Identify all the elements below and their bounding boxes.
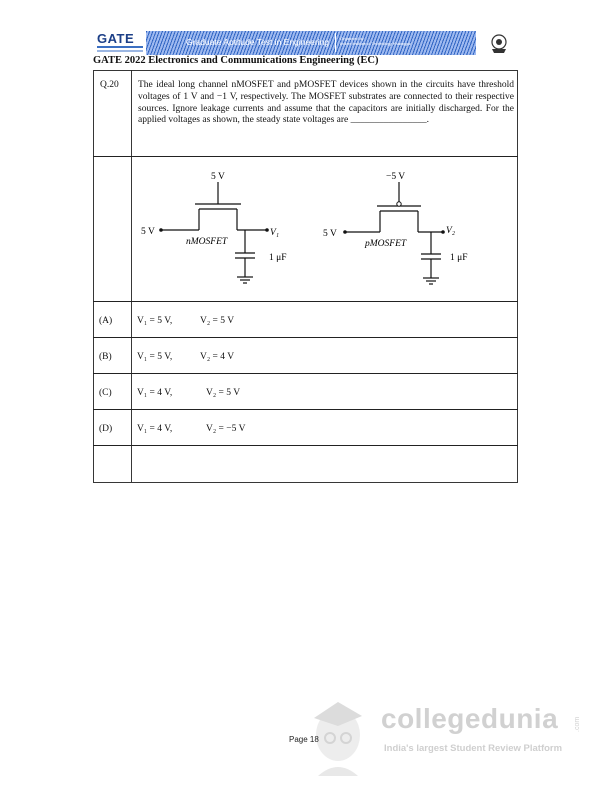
pmos-source-voltage: 5 V (323, 229, 337, 239)
banner-title: Graduate Aptitude Test in Engineering (186, 37, 330, 47)
watermark-tagline: India's largest Student Review Platform (384, 743, 563, 754)
banner-org-line1: Organised by (340, 36, 364, 41)
question-number: Q.20 (100, 80, 119, 90)
watermark-name: collegedunia (381, 703, 559, 734)
cap1-label: 1 μF (269, 253, 287, 263)
pmos-input-node (343, 230, 347, 234)
nmos-input-node (159, 228, 163, 232)
nmos-output-node (265, 228, 269, 232)
gate-logo: GATE (97, 31, 135, 46)
option-a-v2: V₂ = 5 V (200, 316, 235, 326)
banner-org-line2: Indian Institute of Technology Kharagpur (340, 41, 412, 46)
option-b-label: (B) (99, 352, 112, 362)
option-d-v1: V₁ = 4 V, (137, 424, 173, 434)
option-c-v2: V₂ = 5 V (206, 388, 241, 398)
nmos-label: nMOSFET (186, 237, 228, 247)
pmos-output-label: V₂ (446, 226, 456, 236)
pmos-output-node (441, 230, 445, 234)
option-c-v1: V₁ = 4 V, (137, 388, 173, 398)
nmos-output-label: V₁ (270, 228, 280, 238)
cap2-label: 1 μF (450, 253, 468, 263)
watermark-suffix: .com (574, 716, 581, 732)
option-d-v2: V₂ = −5 V (206, 424, 246, 434)
option-b-v2: V₂ = 4 V (200, 352, 235, 362)
pmos-gate-voltage: −5 V (386, 172, 406, 182)
nmos-drain-voltage: 5 V (211, 172, 225, 182)
option-a-label: (A) (99, 316, 113, 326)
pmos-label: pMOSFET (365, 239, 407, 249)
pmos-gate-bubble (397, 202, 401, 206)
paper-title: GATE 2022 Electronics and Communications Engineering (EC) (93, 55, 379, 66)
option-a-v1: V₁ = 5 V, (137, 316, 173, 326)
option-c-label: (C) (99, 388, 112, 398)
page-number: Page 18 (289, 735, 319, 744)
iit-emblem-icon (489, 33, 509, 55)
gate-logo-stripe (97, 46, 143, 48)
banner-divider (335, 33, 336, 52)
option-d-label: (D) (99, 424, 113, 434)
nmos-gate-voltage: 5 V (141, 227, 155, 237)
circuit-figure (93, 157, 518, 302)
gate-logo-stripe-2 (97, 50, 143, 52)
question-text: The ideal long channel nMOSFET and pMOSFET devices shown in the circuits have threshold voltages of 1 V and −1 V, respectively. The MOSFET substrates are connected to their respective sources. Ignore leakage currents and assume that the capacitors are initially discharged. For the applied voltages as shown, the steady state voltages are ________________. (138, 80, 514, 126)
mascot-watermark-icon (300, 680, 380, 780)
banner-org (340, 36, 412, 46)
option-b-v1: V₁ = 5 V, (137, 352, 173, 362)
